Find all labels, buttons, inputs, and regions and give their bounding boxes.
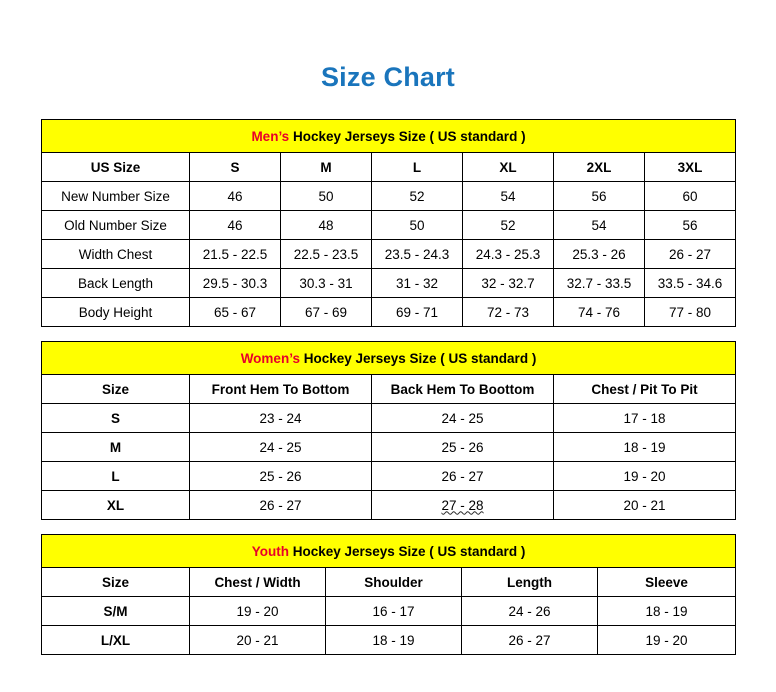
youth-section-header <box>42 535 736 568</box>
table-row <box>42 298 736 327</box>
womens-col-head-0: Size <box>42 375 190 404</box>
youth-cell-1-0: 20 - 21 <box>190 626 326 655</box>
mens-cell-0-4: 56 <box>554 182 645 211</box>
mens-cell-1-3: 52 <box>463 211 554 240</box>
womens-col-head-2: Back Hem To Boottom <box>372 375 554 404</box>
table-row <box>42 462 736 491</box>
mens-cell-2-4: 25.3 - 26 <box>554 240 645 269</box>
mens-cell-4-3: 72 - 73 <box>463 298 554 327</box>
mens-cell-2-3: 24.3 - 25.3 <box>463 240 554 269</box>
womens-cell-1-2: 18 - 19 <box>554 433 736 462</box>
table-row <box>42 626 736 655</box>
womens-cell-3-2: 20 - 21 <box>554 491 736 520</box>
mens-row-label-1: Old Number Size <box>42 211 190 240</box>
youth-cell-0-0: 19 - 20 <box>190 597 326 626</box>
mens-cell-2-2: 23.5 - 24.3 <box>372 240 463 269</box>
womens-row-label-0: S <box>42 404 190 433</box>
mens-cell-3-2: 31 - 32 <box>372 269 463 298</box>
youth-cell-1-3: 19 - 20 <box>598 626 736 655</box>
mens-cell-3-3: 32 - 32.7 <box>463 269 554 298</box>
womens-section-header-row <box>42 342 736 375</box>
youth-cell-0-1: 16 - 17 <box>326 597 462 626</box>
womens-cell-0-1: 24 - 25 <box>372 404 554 433</box>
mens-col-head-4: XL <box>463 153 554 182</box>
mens-cell-1-5: 56 <box>645 211 736 240</box>
mens-cell-3-1: 30.3 - 31 <box>281 269 372 298</box>
womens-cell-0-2: 17 - 18 <box>554 404 736 433</box>
mens-cell-4-2: 69 - 71 <box>372 298 463 327</box>
table-row <box>42 433 736 462</box>
youth-col-head-3: Length <box>462 568 598 597</box>
mens-section-header-rest: Hockey Jerseys Size ( US standard ) <box>289 128 526 144</box>
womens-section-header-rest: Hockey Jerseys Size ( US standard ) <box>299 350 537 366</box>
table-row <box>42 240 736 269</box>
mens-cell-1-0: 46 <box>190 211 281 240</box>
youth-cell-0-2: 24 - 26 <box>462 597 598 626</box>
mens-cell-4-5: 77 - 80 <box>645 298 736 327</box>
mens-cell-4-4: 74 - 76 <box>554 298 645 327</box>
section-spacer-1 <box>41 327 735 341</box>
womens-cell-3-0: 26 - 27 <box>190 491 372 520</box>
page-title: Size Chart <box>320 62 456 92</box>
womens-cell-2-0: 25 - 26 <box>190 462 372 491</box>
mens-section-header <box>42 120 736 153</box>
mens-cell-3-4: 32.7 - 33.5 <box>554 269 645 298</box>
mens-cell-1-4: 54 <box>554 211 645 240</box>
mens-section-header-accent: Men’s <box>251 128 290 144</box>
mens-cell-3-0: 29.5 - 30.3 <box>190 269 281 298</box>
womens-cell-1-1: 25 - 26 <box>372 433 554 462</box>
womens-cell-0-0: 23 - 24 <box>190 404 372 433</box>
section-spacer-2 <box>41 520 735 534</box>
womens-cell-2-2: 19 - 20 <box>554 462 736 491</box>
womens-cell-3-1: 27 - 28 <box>372 491 554 520</box>
womens-cell-2-1: 26 - 27 <box>372 462 554 491</box>
table-row <box>42 211 736 240</box>
mens-cell-0-2: 52 <box>372 182 463 211</box>
table-row <box>42 182 736 211</box>
mens-cell-1-2: 50 <box>372 211 463 240</box>
mens-row-label-0: New Number Size <box>42 182 190 211</box>
table-row <box>42 597 736 626</box>
youth-section-header-rest: Hockey Jerseys Size ( US standard ) <box>288 543 526 559</box>
mens-cell-0-5: 60 <box>645 182 736 211</box>
youth-section-header-accent: Youth <box>251 543 289 559</box>
mens-col-head-1: S <box>190 153 281 182</box>
womens-col-head-1: Front Hem To Bottom <box>190 375 372 404</box>
mens-cell-2-0: 21.5 - 22.5 <box>190 240 281 269</box>
mens-row-label-3: Back Length <box>42 269 190 298</box>
table-row <box>42 568 736 597</box>
mens-cell-1-1: 48 <box>281 211 372 240</box>
mens-cell-2-5: 26 - 27 <box>645 240 736 269</box>
youth-col-head-0: Size <box>42 568 190 597</box>
womens-section-header <box>42 342 736 375</box>
size-chart-tables <box>41 119 735 655</box>
youth-row-label-0: S/M <box>42 597 190 626</box>
mens-size-table <box>41 119 736 327</box>
mens-cell-3-5: 33.5 - 34.6 <box>645 269 736 298</box>
mens-row-label-2: Width Chest <box>42 240 190 269</box>
mens-col-head-0: US Size <box>42 153 190 182</box>
youth-col-head-1: Chest / Width <box>190 568 326 597</box>
mens-col-head-6: 3XL <box>645 153 736 182</box>
youth-section-header-row <box>42 535 736 568</box>
youth-row-label-1: L/XL <box>42 626 190 655</box>
womens-cell-1-0: 24 - 25 <box>190 433 372 462</box>
mens-cell-0-0: 46 <box>190 182 281 211</box>
mens-col-head-3: L <box>372 153 463 182</box>
table-row <box>42 491 736 520</box>
mens-row-label-4: Body Height <box>42 298 190 327</box>
table-row <box>42 153 736 182</box>
table-row <box>42 404 736 433</box>
youth-col-head-2: Shoulder <box>326 568 462 597</box>
mens-cell-2-1: 22.5 - 23.5 <box>281 240 372 269</box>
table-row <box>42 269 736 298</box>
womens-row-label-1: M <box>42 433 190 462</box>
womens-col-head-3: Chest / Pit To Pit <box>554 375 736 404</box>
womens-row-label-3: XL <box>42 491 190 520</box>
youth-cell-0-3: 18 - 19 <box>598 597 736 626</box>
youth-size-table <box>41 534 736 655</box>
mens-col-head-5: 2XL <box>554 153 645 182</box>
womens-row-label-2: L <box>42 462 190 491</box>
mens-section-header-row <box>42 120 736 153</box>
table-row <box>42 375 736 404</box>
mens-cell-4-0: 65 - 67 <box>190 298 281 327</box>
mens-cell-4-1: 67 - 69 <box>281 298 372 327</box>
youth-cell-1-1: 18 - 19 <box>326 626 462 655</box>
womens-size-table <box>41 341 736 520</box>
youth-col-head-4: Sleeve <box>598 568 736 597</box>
mens-cell-0-3: 54 <box>463 182 554 211</box>
mens-cell-0-1: 50 <box>281 182 372 211</box>
mens-col-head-2: M <box>281 153 372 182</box>
womens-section-header-accent: Women’s <box>240 350 300 366</box>
youth-cell-1-2: 26 - 27 <box>462 626 598 655</box>
